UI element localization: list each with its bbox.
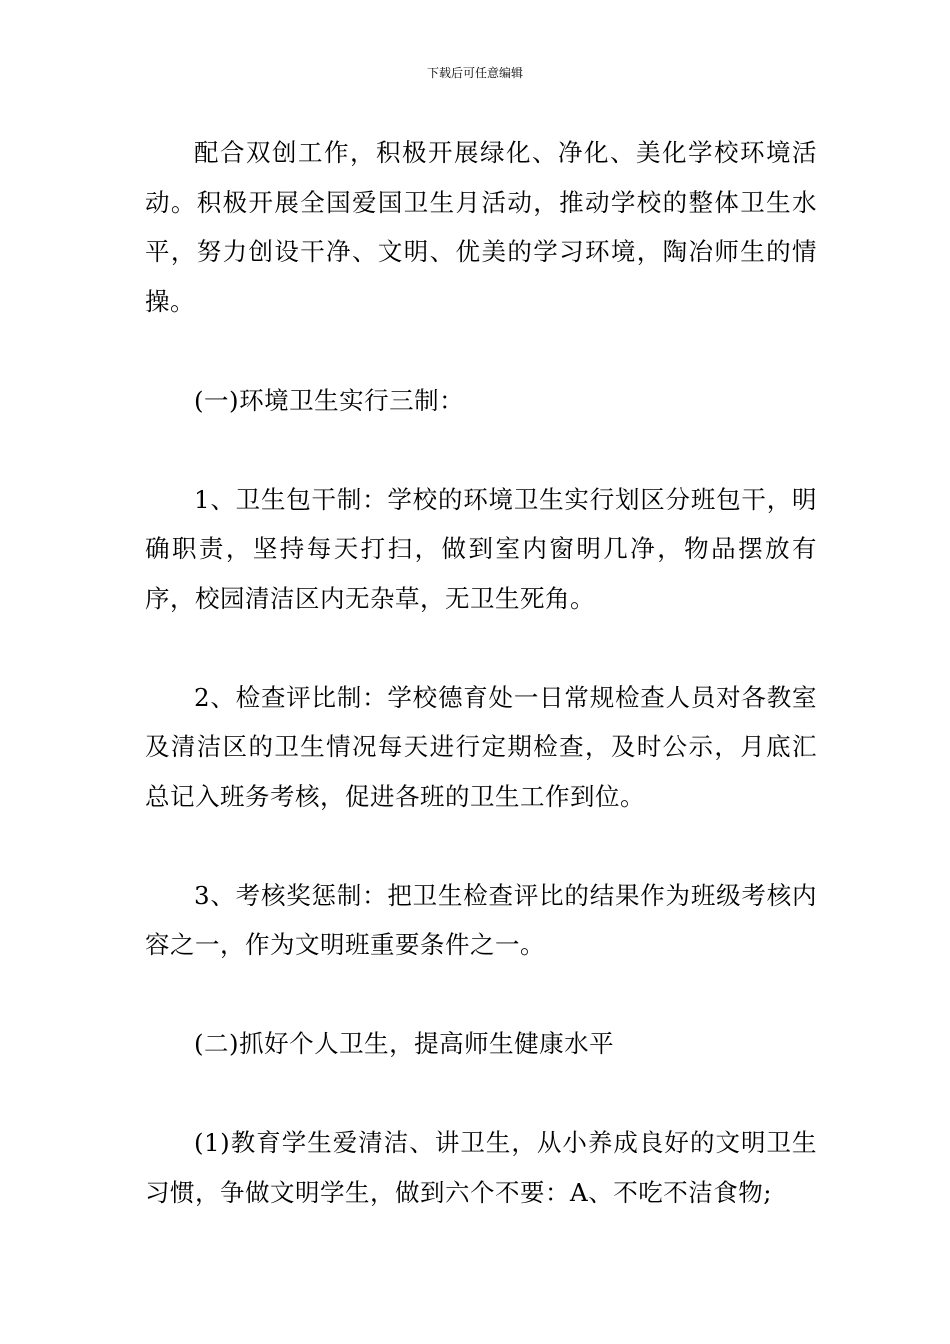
- section-heading-personal-hygiene: (二)抓好个人卫生，提高师生健康水平: [194, 1029, 615, 1058]
- paragraph-spacer: [145, 970, 817, 1020]
- section-heading-environment: (一)环境卫生实行三制：: [194, 385, 465, 415]
- paragraph-subitem-1: (1)教育学生爱清洁、讲卫生，从小养成良好的文明卫生习惯，争做文明学生，做到六个不要：A、不吃不洁食物;: [145, 1128, 817, 1207]
- paragraph-item-1: 1、卫生包干制：学校的环境卫生实行划区分班包干，明确职责，坚持每天打扫，做到室内窗明几净，物品摆放有序，校园清洁区内无杂草，无卫生死角。: [145, 484, 817, 613]
- paragraph-intro: 配合双创工作，积极开展绿化、净化、美化学校环境活动。积极开展全国爱国卫生月活动，推动学校的整体卫生水平，努力创设干净、文明、优美的学习环境，陶冶师生的情操。: [145, 138, 817, 316]
- paragraph-item-2: 2、检查评比制：学校德育处一日常规检查人员对各教室及清洁区的卫生情况每天进行定期检查，及时公示，月底汇总记入班务考核，促进各班的卫生工作到位。: [145, 682, 817, 811]
- page-header: 下载后可任意编辑: [426, 66, 523, 80]
- paragraph-spacer: [145, 821, 817, 871]
- document-body: [145, 128, 817, 1217]
- paragraph-item-3: 3、考核奖惩制：把卫生检查评比的结果作为班级考核内容之一，作为文明班重要条件之一。: [145, 880, 817, 959]
- paragraph-spacer: [145, 623, 817, 673]
- paragraph-spacer: [145, 425, 817, 475]
- paragraph-spacer: [145, 326, 817, 376]
- paragraph-spacer: [145, 1069, 817, 1119]
